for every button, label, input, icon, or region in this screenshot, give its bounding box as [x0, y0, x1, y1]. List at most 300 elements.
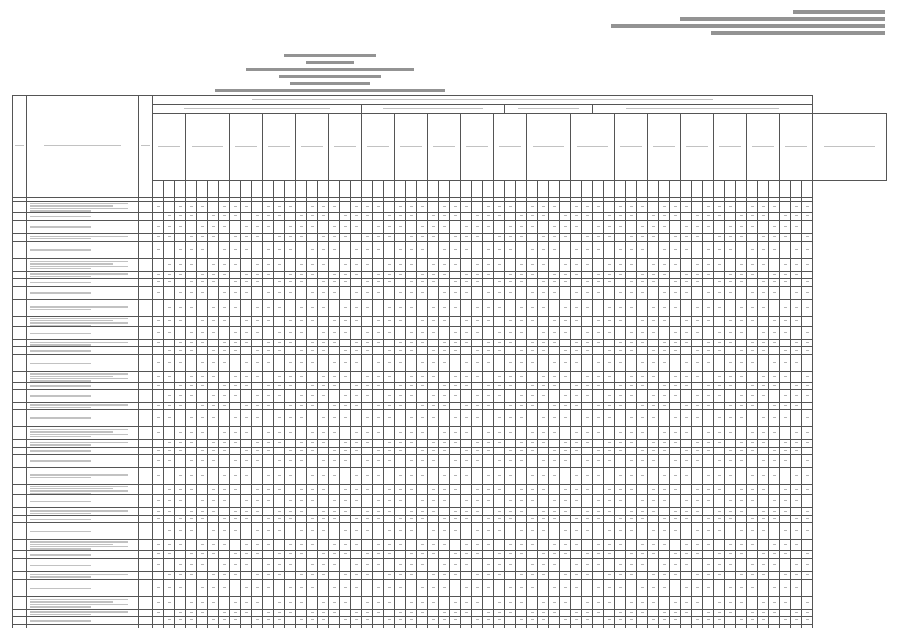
table-cell [252, 409, 263, 426]
cell-text-placeholder [267, 442, 270, 443]
cell-text-placeholder [245, 518, 248, 519]
cell-text-placeholder [531, 518, 534, 519]
table-cell [527, 616, 538, 624]
table-cell [340, 516, 351, 523]
cell-text-placeholder [388, 332, 391, 333]
cell-text-placeholder [663, 530, 666, 531]
table-cell [802, 484, 813, 495]
table-cell [439, 571, 450, 579]
cell-text-placeholder [311, 249, 314, 250]
table-cell [505, 523, 516, 540]
cell-text-placeholder [179, 264, 182, 265]
cell-text-placeholder [179, 442, 182, 443]
table-cell [637, 484, 648, 495]
table-cell [802, 516, 813, 523]
cell-text-placeholder [256, 530, 259, 531]
cell-text-placeholder [278, 489, 281, 490]
cell-text-placeholder [696, 332, 699, 333]
table-cell [340, 372, 351, 383]
table-cell [527, 347, 538, 355]
table-cell [736, 402, 747, 409]
cell-text-placeholder [355, 574, 358, 575]
table-cell [747, 616, 758, 624]
cell-text-placeholder [553, 249, 556, 250]
table-cell [769, 233, 780, 241]
table-cell [175, 389, 186, 402]
cell-text-placeholder [641, 320, 644, 321]
table-cell [285, 540, 296, 551]
table-cell [659, 439, 670, 447]
cell-text-placeholder [421, 385, 424, 386]
cell-text-placeholder [476, 362, 479, 363]
table-cell [560, 258, 571, 271]
cell-text-placeholder [256, 489, 259, 490]
row-number-cell [13, 372, 27, 383]
cell-text-placeholder [630, 215, 633, 216]
cell-text-placeholder [498, 342, 501, 343]
table-cell [252, 271, 263, 278]
text-placeholder [30, 519, 91, 520]
cell-text-placeholder [267, 612, 270, 613]
cell-text-placeholder [674, 236, 677, 237]
cell-text-placeholder [597, 332, 600, 333]
cell-text-placeholder [729, 432, 732, 433]
row-name-cell [27, 426, 139, 439]
table-cell [769, 454, 780, 467]
title-line [284, 54, 376, 57]
table-cell [274, 340, 285, 347]
cell-text-placeholder [245, 236, 248, 237]
row-name-cell [27, 327, 139, 340]
table-cell [769, 616, 780, 624]
table-cell [538, 523, 549, 540]
cell-text-placeholder [553, 553, 556, 554]
table-cell [626, 389, 637, 402]
cell-text-placeholder [542, 281, 545, 282]
table-cell [582, 454, 593, 467]
cell-text-placeholder [773, 320, 776, 321]
table-cell [428, 579, 439, 596]
text-placeholder [30, 378, 128, 379]
text-placeholder [30, 318, 128, 319]
table-cell [241, 327, 252, 340]
cell-text-placeholder [168, 511, 171, 512]
table-cell [791, 347, 802, 355]
table-cell [296, 523, 307, 540]
table-cell [296, 624, 307, 628]
table-cell [428, 439, 439, 447]
table-cell [714, 286, 725, 299]
table-cell [582, 516, 593, 523]
cell-text-placeholder [157, 500, 160, 501]
table-cell [494, 340, 505, 347]
cell-text-placeholder [575, 518, 578, 519]
cell-text-placeholder [289, 553, 292, 554]
unit-cell [139, 454, 153, 467]
table-cell [714, 516, 725, 523]
table-cell [483, 571, 494, 579]
table-cell [505, 426, 516, 439]
table-cell [417, 579, 428, 596]
cell-text-placeholder [597, 249, 600, 250]
table-cell [725, 523, 736, 540]
cell-text-placeholder [773, 500, 776, 501]
table-cell [241, 233, 252, 241]
cell-text-placeholder [531, 226, 534, 227]
cell-text-placeholder [212, 511, 215, 512]
table-cell [549, 299, 560, 316]
cell-text-placeholder [751, 350, 754, 351]
table-cell [527, 540, 538, 551]
cell-text-placeholder [696, 619, 699, 620]
table-cell [516, 212, 527, 220]
table-cell [659, 212, 670, 220]
table-cell [450, 558, 461, 571]
table-cell [230, 467, 241, 484]
table-cell [417, 596, 428, 609]
table-cell [406, 258, 417, 271]
cell-text-placeholder [762, 249, 765, 250]
table-cell [703, 624, 714, 628]
cell-text-placeholder [707, 612, 710, 613]
table-cell [736, 467, 747, 484]
cell-text-placeholder [300, 350, 303, 351]
table-cell [395, 258, 406, 271]
cell-text-placeholder [597, 612, 600, 613]
table-cell [274, 596, 285, 609]
table-cell [208, 340, 219, 347]
table-cell [505, 616, 516, 624]
row-number-cell [13, 271, 27, 278]
table-cell [780, 220, 791, 233]
table-cell [208, 596, 219, 609]
table-cell [758, 596, 769, 609]
table-cell [340, 409, 351, 426]
table-cell [318, 484, 329, 495]
table-cell [417, 523, 428, 540]
table-cell [318, 233, 329, 241]
cell-text-placeholder [399, 405, 402, 406]
table-cell [681, 540, 692, 551]
cell-text-placeholder [366, 385, 369, 386]
cell-text-placeholder [454, 350, 457, 351]
table-cell [285, 609, 296, 616]
table-cell [252, 389, 263, 402]
table-cell [164, 220, 175, 233]
table-cell [571, 278, 582, 286]
table-cell [538, 347, 549, 355]
row-name-cell [27, 508, 139, 516]
table-cell [560, 202, 571, 213]
table-cell [681, 616, 692, 624]
cell-text-placeholder [806, 249, 809, 250]
table-cell [153, 571, 164, 579]
table-cell [582, 596, 593, 609]
column-header-cell [450, 181, 461, 198]
cell-text-placeholder [157, 362, 160, 363]
table-cell [758, 484, 769, 495]
table-cell [439, 550, 450, 558]
table-cell [659, 558, 670, 571]
table-cell [263, 426, 274, 439]
cell-text-placeholder [432, 587, 435, 588]
row-name-cell [27, 202, 139, 213]
cell-text-placeholder [212, 489, 215, 490]
cell-text-placeholder [487, 500, 490, 501]
cell-text-placeholder [212, 460, 215, 461]
cell-text-placeholder [696, 215, 699, 216]
table-cell [604, 508, 615, 516]
cell-text-placeholder [344, 587, 347, 588]
cell-text-placeholder [674, 376, 677, 377]
table-cell [527, 516, 538, 523]
table-cell [659, 426, 670, 439]
table-cell [516, 558, 527, 571]
cell-text-placeholder [212, 332, 215, 333]
cell-text-placeholder [421, 450, 424, 451]
table-cell [648, 327, 659, 340]
cell-text-placeholder [344, 362, 347, 363]
table-cell [318, 571, 329, 579]
cell-text-placeholder [223, 530, 226, 531]
table-cell [406, 516, 417, 523]
cell-text-placeholder [795, 587, 798, 588]
table-cell [725, 439, 736, 447]
cell-text-placeholder [762, 612, 765, 613]
table-cell [703, 389, 714, 402]
cell-text-placeholder [707, 307, 710, 308]
table-cell [263, 241, 274, 258]
table-cell [637, 271, 648, 278]
cell-text-placeholder [223, 226, 226, 227]
table-cell [219, 402, 230, 409]
table-cell [494, 258, 505, 271]
table-cell [219, 340, 230, 347]
table-cell [714, 241, 725, 258]
cell-text-placeholder [663, 500, 666, 501]
table-cell [648, 439, 659, 447]
table-cell [714, 609, 725, 616]
table-cell [307, 571, 318, 579]
cell-text-placeholder [652, 215, 655, 216]
table-cell [802, 212, 813, 220]
table-cell [791, 439, 802, 447]
cell-text-placeholder [696, 395, 699, 396]
table-cell [604, 220, 615, 233]
table-cell [219, 202, 230, 213]
cell-text-placeholder [564, 226, 567, 227]
cell-text-placeholder [190, 511, 193, 512]
cell-text-placeholder [223, 215, 226, 216]
table-cell [780, 609, 791, 616]
table-cell [417, 571, 428, 579]
cell-text-placeholder [421, 475, 424, 476]
cell-text-placeholder [718, 530, 721, 531]
table-cell [571, 271, 582, 278]
cell-text-placeholder [157, 564, 160, 565]
cell-text-placeholder [498, 574, 501, 575]
table-cell [560, 624, 571, 628]
cell-text-placeholder [718, 215, 721, 216]
table-cell [670, 271, 681, 278]
table-cell [736, 327, 747, 340]
table-cell [340, 484, 351, 495]
table-cell [274, 316, 285, 327]
table-cell [692, 523, 703, 540]
cell-text-placeholder [322, 264, 325, 265]
cell-text-placeholder [355, 385, 358, 386]
table-cell [736, 233, 747, 241]
cell-text-placeholder [476, 307, 479, 308]
table-cell [692, 220, 703, 233]
cell-text-placeholder [762, 236, 765, 237]
table-cell [439, 340, 450, 347]
table-cell [560, 571, 571, 579]
cell-text-placeholder [311, 350, 314, 351]
row-number-cell [13, 355, 27, 372]
table-cell [241, 540, 252, 551]
cell-text-placeholder [355, 274, 358, 275]
cell-text-placeholder [685, 553, 688, 554]
cell-text-placeholder [388, 405, 391, 406]
table-cell [615, 271, 626, 278]
cell-text-placeholder [476, 264, 479, 265]
table-cell [769, 212, 780, 220]
cell-text-placeholder [289, 385, 292, 386]
table-cell [472, 220, 483, 233]
table-cell [307, 258, 318, 271]
table-cell [802, 355, 813, 372]
table-cell [758, 467, 769, 484]
table-cell [769, 409, 780, 426]
table-cell [593, 624, 604, 628]
table-cell [791, 540, 802, 551]
table-cell [758, 220, 769, 233]
cell-text-placeholder [487, 264, 490, 265]
cell-text-placeholder [740, 530, 743, 531]
table-cell [725, 271, 736, 278]
table-cell [549, 579, 560, 596]
subheader-cell [329, 114, 362, 181]
cell-text-placeholder [311, 530, 314, 531]
column-header-cell [263, 181, 274, 198]
cell-text-placeholder [740, 417, 743, 418]
cell-text-placeholder [399, 442, 402, 443]
cell-text-placeholder [597, 602, 600, 603]
cell-text-placeholder [696, 442, 699, 443]
cell-text-placeholder [553, 587, 556, 588]
column-header-cell [340, 181, 351, 198]
table-cell [340, 596, 351, 609]
cell-text-placeholder [674, 307, 677, 308]
cell-text-placeholder [300, 587, 303, 588]
table-cell [197, 347, 208, 355]
cell-text-placeholder [586, 432, 589, 433]
row-name-cell [27, 454, 139, 467]
table-cell [758, 516, 769, 523]
cell-text-placeholder [597, 281, 600, 282]
table-cell [527, 409, 538, 426]
subheader-cell [362, 114, 395, 181]
cell-text-placeholder [465, 417, 468, 418]
cell-text-placeholder [531, 432, 534, 433]
table-cell [230, 271, 241, 278]
table-cell [153, 327, 164, 340]
cell-text-placeholder [421, 226, 424, 227]
table-cell [494, 484, 505, 495]
table-cell [153, 426, 164, 439]
text-placeholder [30, 309, 91, 310]
cell-text-placeholder [366, 307, 369, 308]
table-cell [351, 382, 362, 389]
cell-text-placeholder [564, 511, 567, 512]
table-cell [230, 484, 241, 495]
table-cell [153, 347, 164, 355]
row-number-cell [13, 382, 27, 389]
cell-text-placeholder [806, 489, 809, 490]
table-cell [296, 316, 307, 327]
table-cell [318, 609, 329, 616]
cell-text-placeholder [608, 544, 611, 545]
table-row [13, 202, 887, 213]
table-cell [505, 402, 516, 409]
cell-text-placeholder [652, 307, 655, 308]
cell-text-placeholder [322, 619, 325, 620]
table-cell [439, 508, 450, 516]
cell-text-placeholder [784, 460, 787, 461]
table-cell [417, 299, 428, 316]
cell-text-placeholder [531, 395, 534, 396]
table-cell [505, 558, 516, 571]
table-cell [483, 426, 494, 439]
cell-text-placeholder [509, 460, 512, 461]
cell-text-placeholder [762, 376, 765, 377]
unit-cell [139, 402, 153, 409]
table-cell [208, 402, 219, 409]
cell-text-placeholder [487, 206, 490, 207]
cell-text-placeholder [322, 602, 325, 603]
table-cell [197, 299, 208, 316]
text-placeholder [30, 611, 128, 612]
cell-text-placeholder [443, 619, 446, 620]
cell-text-placeholder [366, 602, 369, 603]
cell-text-placeholder [267, 395, 270, 396]
text-placeholder [30, 501, 91, 502]
table-cell [604, 271, 615, 278]
table-cell [681, 241, 692, 258]
table-cell [593, 372, 604, 383]
table-cell [494, 609, 505, 616]
table-cell [582, 558, 593, 571]
table-cell [527, 382, 538, 389]
table-cell [483, 516, 494, 523]
cell-text-placeholder [322, 292, 325, 293]
cell-text-placeholder [410, 264, 413, 265]
text-placeholder [30, 531, 91, 532]
table-cell [274, 347, 285, 355]
table-cell [373, 327, 384, 340]
cell-text-placeholder [179, 500, 182, 501]
cell-text-placeholder [619, 320, 622, 321]
text-placeholder [30, 322, 128, 323]
row-name-cell [27, 550, 139, 558]
table-cell [208, 579, 219, 596]
cell-text-placeholder [806, 530, 809, 531]
cell-text-placeholder [498, 530, 501, 531]
unit-cell [139, 241, 153, 258]
text-placeholder [30, 477, 91, 478]
cell-text-placeholder [201, 460, 204, 461]
